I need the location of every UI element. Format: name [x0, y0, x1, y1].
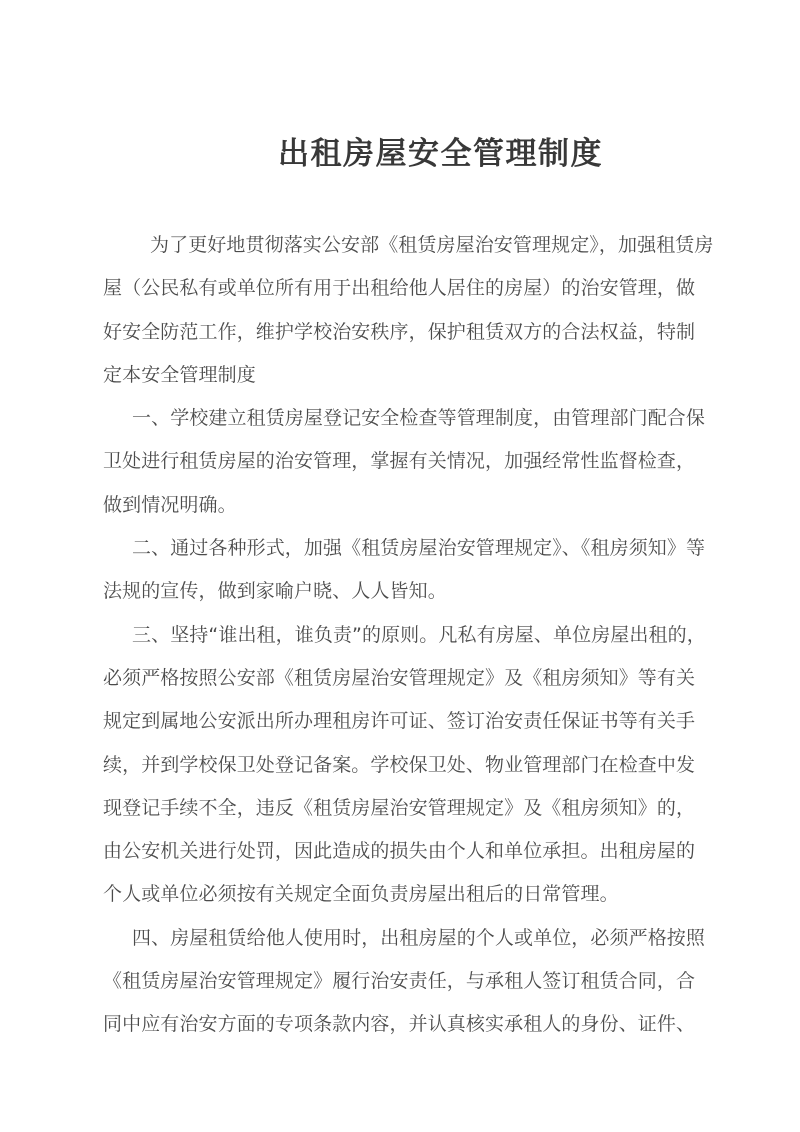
text-line: 四、房屋租赁给他人使用时，出租房屋的个人或单位，必须严格按照 — [132, 926, 706, 949]
text-line: 个人或单位必须按有关规定全面负责房屋出租后的日常管理。 — [103, 883, 619, 906]
text-line: 法规的宣传，做到家喻户晓、人人皆知。 — [103, 580, 447, 603]
text-line: 一、学校建立租赁房屋登记安全检查等管理制度，由管理部门配合保 — [132, 407, 706, 430]
text-line: 规定到属地公安派出所办理租房许可证、签订治安责任保证书等有关手 — [103, 710, 696, 733]
text-line: 三、坚持“谁出租，谁负责”的原则。凡私有房屋、单位房屋出租的， — [132, 623, 706, 646]
paragraph-item-1 — [103, 397, 723, 527]
text-line: 现登记手续不全，违反《租赁房屋治安管理规定》及《租房须知》的， — [103, 796, 696, 819]
text-line: 必须严格按照公安部《租赁房屋治安管理规定》及《租房须知》等有关 — [103, 666, 696, 689]
document-body — [103, 224, 723, 1047]
text-line: 卫处进行租赁房屋的治安管理，掌握有关情况，加强经常性监督检查， — [103, 450, 696, 473]
document-title: 出租房屋安全管理制度 — [278, 136, 603, 172]
text-line: 二、通过各种形式，加强《租赁房屋治安管理规定》、《租房须知》等 — [132, 537, 706, 560]
text-line: 续，并到学校保卫处登记备案。学校保卫处、物业管理部门在检查中发 — [103, 753, 696, 776]
text-line: 《租赁房屋治安管理规定》履行治安责任，与承租人签订租赁合同，合 — [103, 970, 696, 993]
text-line: 做到情况明确。 — [103, 493, 237, 516]
text-line: 由公安机关进行处罚，因此造成的损失由个人和单位承担。出租房屋的 — [103, 840, 696, 863]
paragraph-item-3 — [103, 614, 723, 917]
text-line: 同中应有治安方面的专项条款内容，并认真核实承租人的身份、证件、 — [103, 1013, 696, 1036]
paragraph-item-4 — [103, 917, 723, 1047]
paragraph-item-2 — [103, 527, 723, 614]
text-line: 为了更好地贯彻落实公安部《租赁房屋治安管理规定》，加强租赁房 — [150, 234, 714, 256]
text-line: 好安全防范工作，维护学校治安秩序，保护租赁双方的合法权益，特制 — [103, 320, 696, 343]
text-line: 屋（公民私有或单位所有用于出租给他人居住的房屋）的治安管理，做 — [103, 277, 696, 300]
text-line: 定本安全管理制度 — [103, 363, 256, 386]
paragraph-intro — [103, 224, 723, 397]
